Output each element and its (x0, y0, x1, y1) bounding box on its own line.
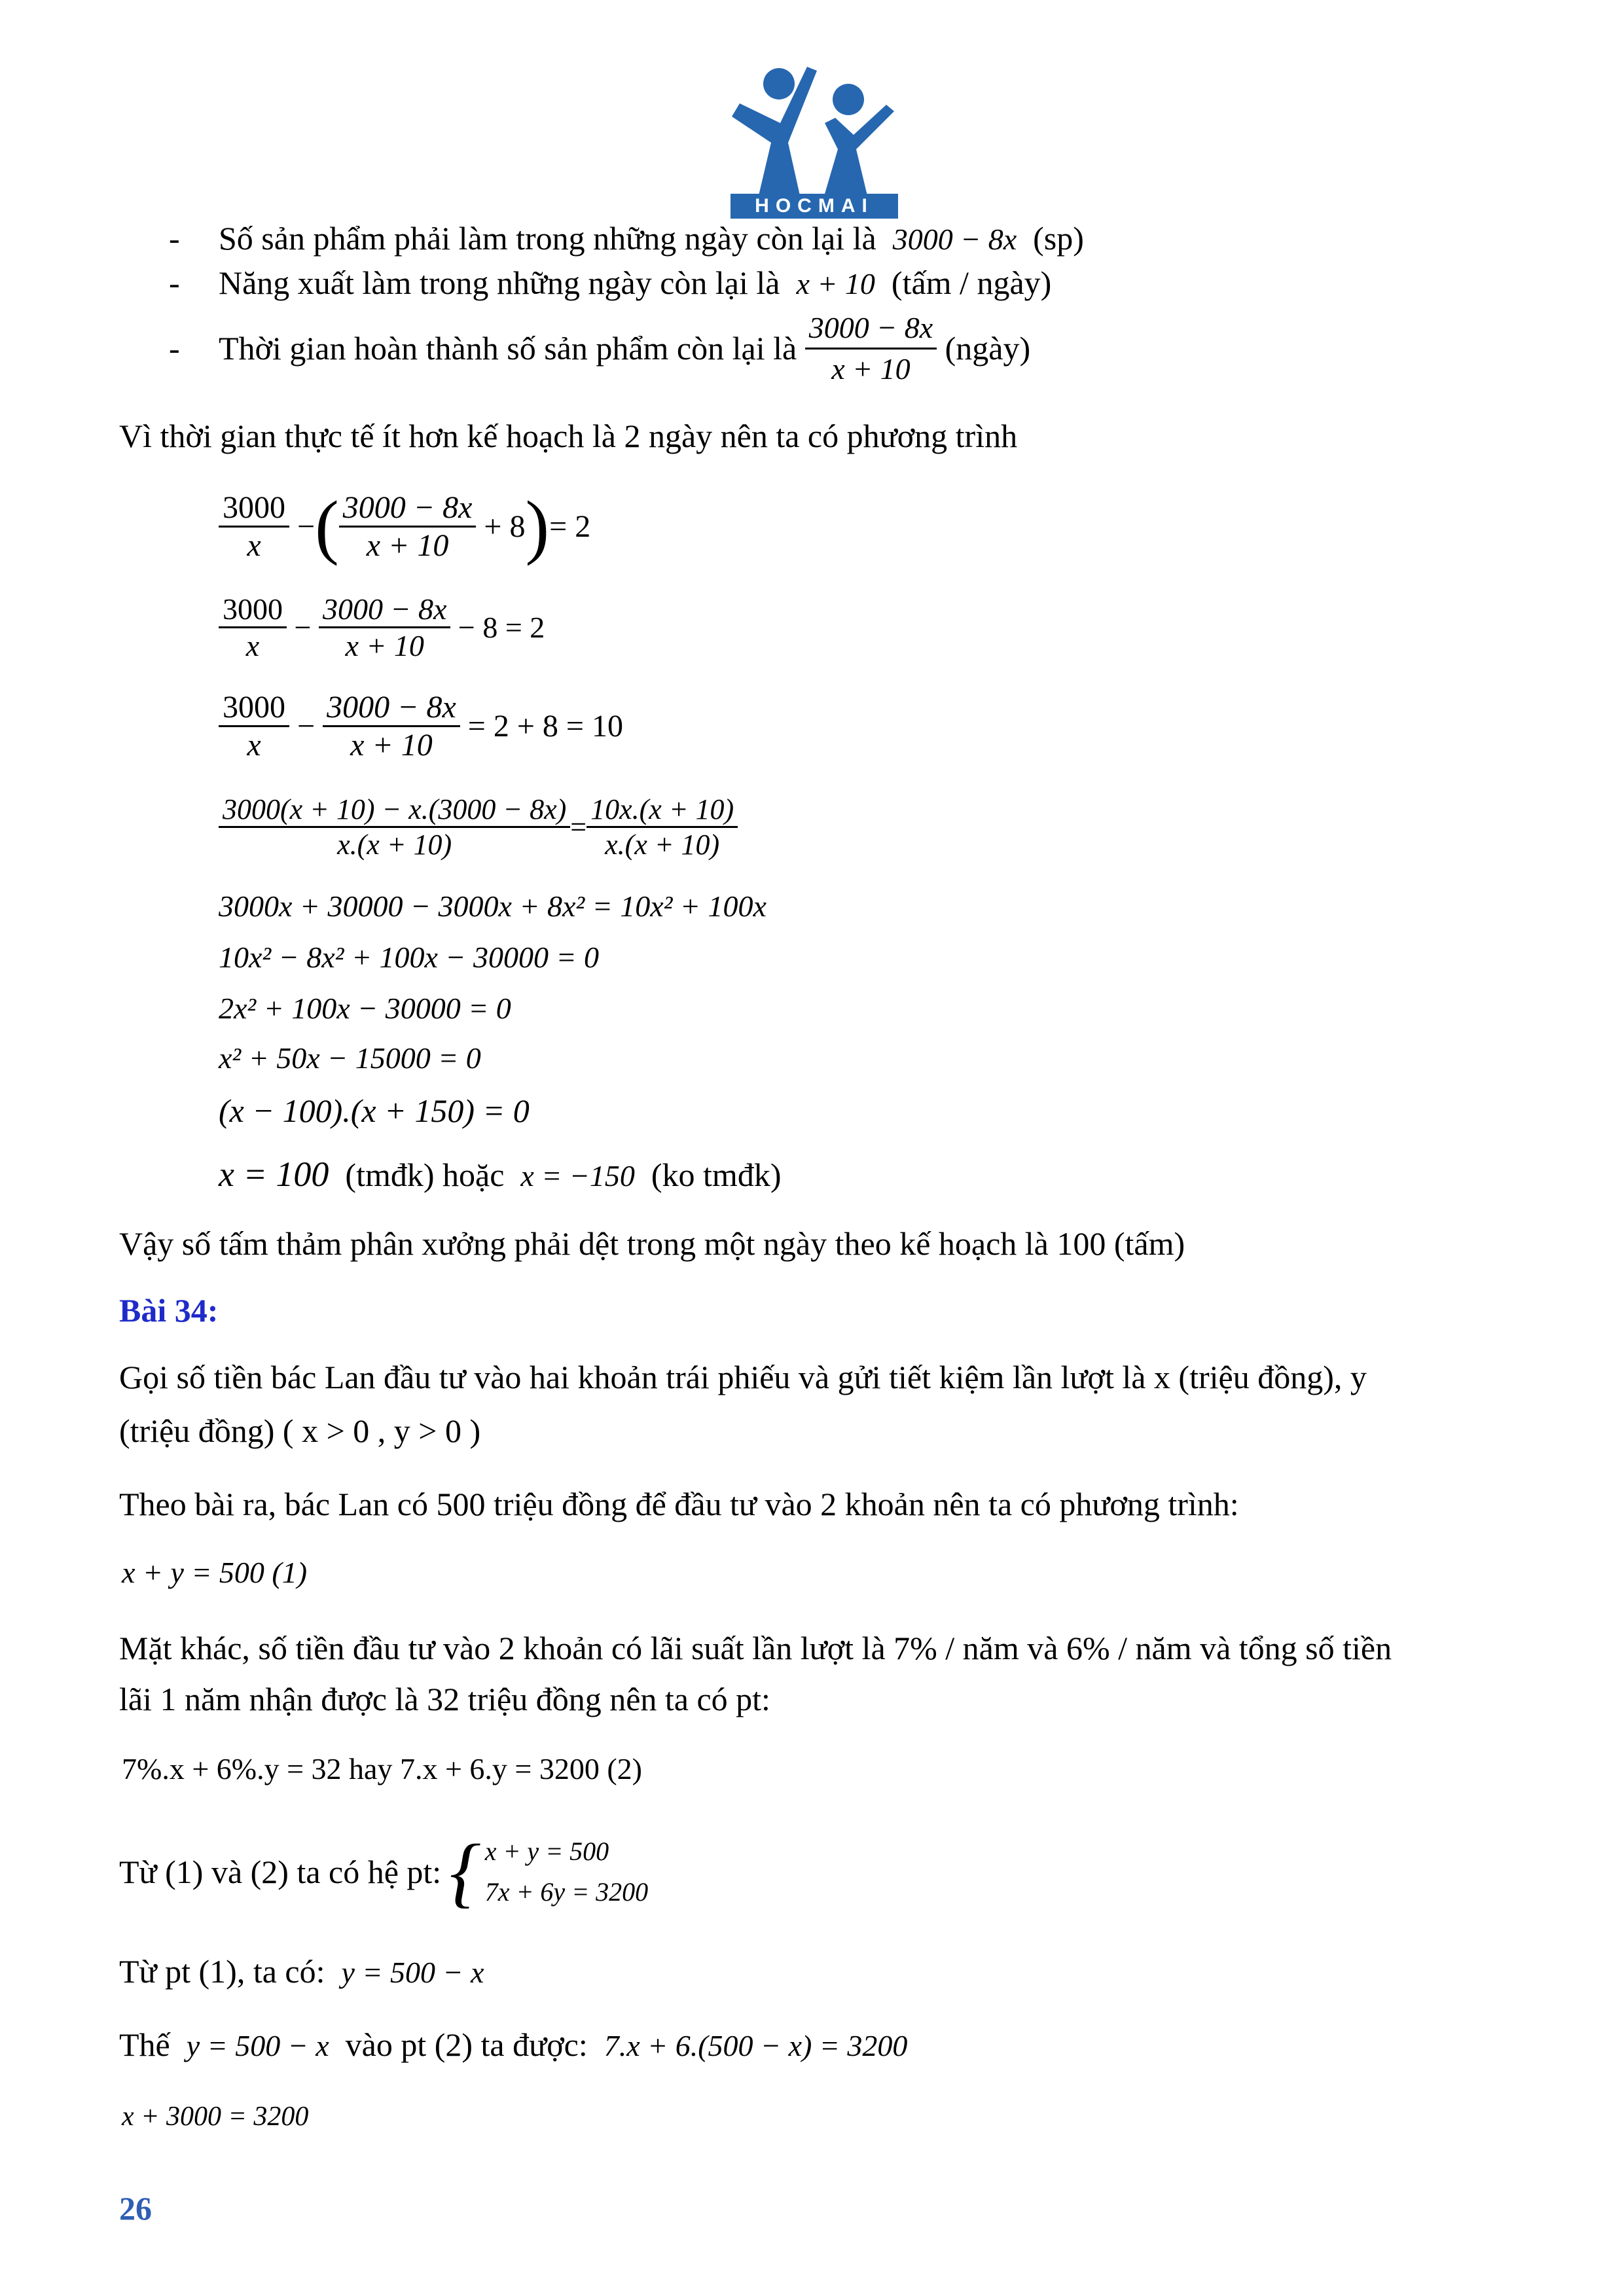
hocmai-logo (725, 58, 903, 219)
paragraph-34-3: Theo bài ra, bác Lan có 500 triệu đồng để đầu tư vào 2 khoản nên ta có phương trình: (119, 1486, 1239, 1522)
heading-bai-34: Bài 34: (119, 1292, 219, 1329)
equation-step-9: (x − 100).(x + 150) = 0 (219, 1092, 530, 1129)
solution-line: x = 100 (tmđk) hoặc x = −150 (ko tmđk) (219, 1155, 782, 1194)
page-number: 26 (119, 2190, 152, 2227)
fraction: $\frac{3000 - 8x}{x + 10}$ (805, 308, 937, 389)
equation-step-1: $\frac{3000}{x}$ − ( $\frac{3000 - 8x}{x + 10}$ + 8 ) = 2 (219, 474, 590, 579)
paragraph-34-1: Gọi số tiền bác Lan đầu tư vào hai khoản trái phiếu và gửi tiết kiệm lần lượt là x (triệu đồng), y (119, 1359, 1367, 1395)
bullet-3: - Thời gian hoàn thành số sản phẩm còn lại là $\frac{3000 - 8x}{x + 10}$ (ngày) (169, 302, 1030, 394)
paragraph-34-4: Mặt khác, số tiền đầu tư vào 2 khoản có lãi suất lần lượt là 7% / năm và 6% / năm và tổng số tiền (119, 1630, 1392, 1666)
equation-1: x + y = 500 (1) (122, 1556, 308, 1589)
paragraph-34-5: lãi 1 năm nhận được là 32 triệu đồng nên ta có pt: (119, 1681, 770, 1717)
conclusion-33: Vậy số tấm thảm phân xưởng phải dệt trong một ngày theo kế hoạch là 100 (tấm) (119, 1225, 1185, 1262)
equation-step-8: x² + 50x − 15000 = 0 (219, 1041, 481, 1075)
equation-2: 7%.x + 6%.y = 32 hay 7.x + 6.y = 3200 (2) (122, 1752, 642, 1785)
equation-step-7: 2x² + 100x − 30000 = 0 (219, 992, 511, 1025)
paragraph-34-2: (triệu đồng) ( x > 0 , y > 0 ) (119, 1412, 481, 1449)
paragraph-34-7: Thế y = 500 − x vào pt (2) ta được: 7.x + 6.(500 − x) = 3200 (119, 2026, 908, 2063)
equation-step-5: 3000x + 30000 − 3000x + 8x² = 10x² + 100x (219, 889, 767, 923)
equation-step-6: 10x² − 8x² + 100x − 30000 = 0 (219, 941, 599, 974)
system-equations: Từ (1) và (2) ta có hệ pt: { x + y = 500 7x + 6y = 3200 (119, 1828, 649, 1915)
logo-text: HOCMAI (755, 195, 874, 217)
bullet-1: - Số sản phẩm phải làm trong những ngày còn lại là 3000 − 8x (sp) (169, 220, 1084, 257)
equation-step-3: $\frac{3000}{x}$ − $\frac{3000 - 8x}{x + 10}$ = 2 + 8 = 10 (219, 677, 623, 775)
bullet-2: - Năng xuất làm trong những ngày còn lại là x + 10 (tấm / ngày) (169, 264, 1052, 301)
brace-icon: { (449, 1828, 481, 1915)
intro-equation-text: Vì thời gian thực tế ít hơn kế hoạch là 2 ngày nên ta có phương trình (119, 418, 1018, 454)
equation-3: x + 3000 = 3200 (122, 2102, 309, 2132)
equation-step-4: $\frac{3000(x + 10) - x.(3000 - 8x)}{x.(x + 10)}$ = $\frac{10x.(x + 10)}{x.(x + 10)}$ (219, 778, 738, 876)
paragraph-34-6: Từ pt (1), ta có: y = 500 − x (119, 1953, 484, 1990)
equation-step-2: $\frac{3000}{x}$ − $\frac{3000 - 8x}{x + 10}$ − 8 = 2 (219, 581, 545, 673)
